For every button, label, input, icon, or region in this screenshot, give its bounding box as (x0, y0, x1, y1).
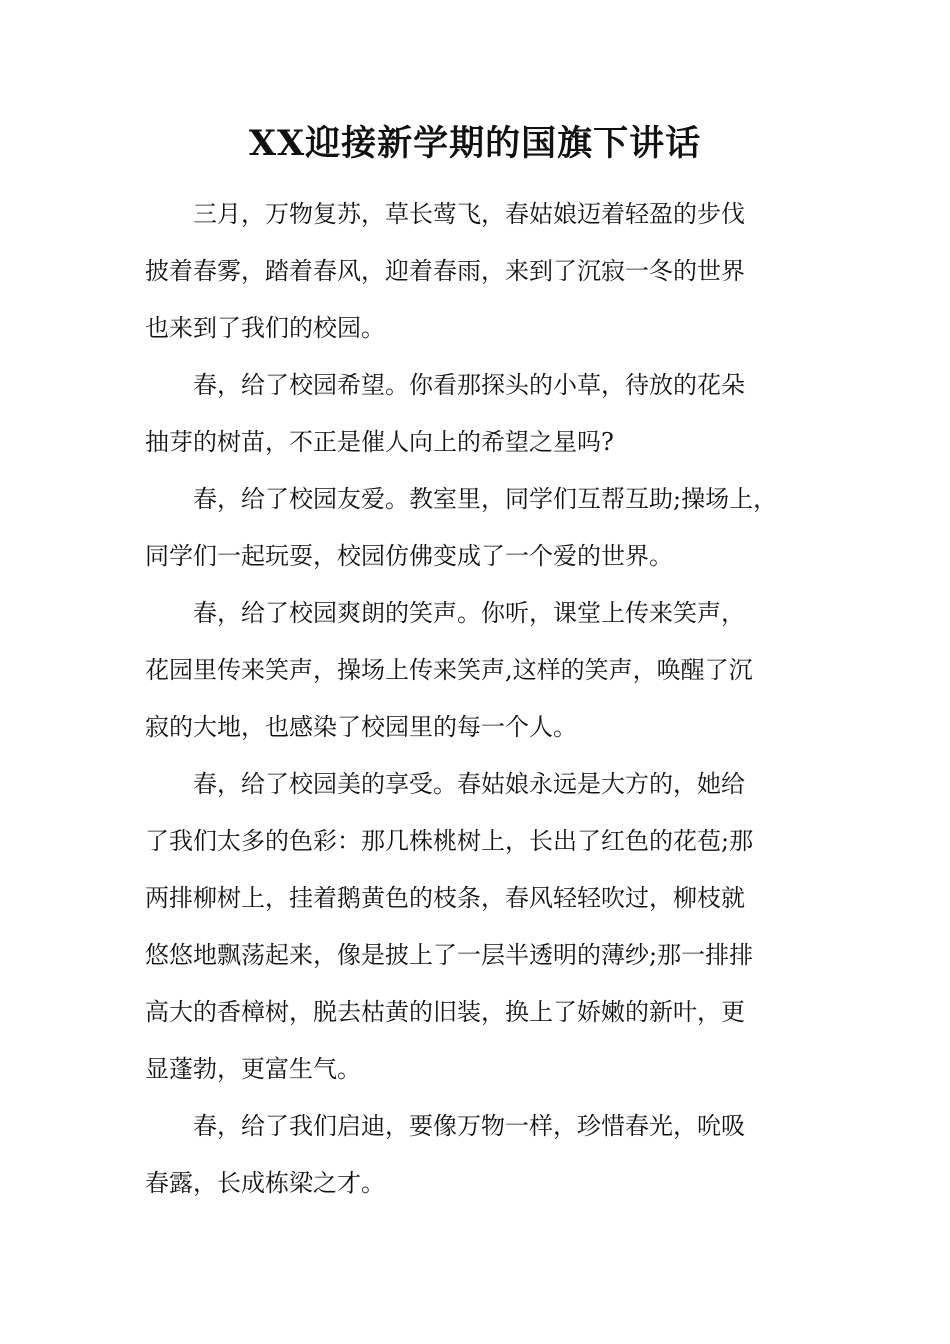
text-line: 春，给了校园爽朗的笑声。你听，课堂上传来笑声， (145, 599, 745, 627)
text-line: 春露，长成栋梁之才。 (145, 1169, 385, 1197)
text-line: 披着春雾，踏着春风，迎着春雨，来到了沉寂一冬的世界 (145, 257, 745, 285)
document-title: XX迎接新学期的国旗下讲话 (248, 123, 702, 164)
text-line: 抽芽的树苗，不正是催人向上的希望之星吗? (145, 428, 614, 456)
text-line: 高大的香樟树，脱去枯黄的旧装，换上了娇嫩的新叶，更 (145, 998, 745, 1026)
text-line: 春，给了校园友爱。教室里，同学们互帮互助;操场上， (145, 485, 778, 513)
text-line: 春，给了我们启迪，要像万物一样，珍惜春光，吮吸 (145, 1112, 745, 1140)
text-line: 悠悠地飘荡起来，像是披上了一层半透明的薄纱;那一排排 (145, 941, 754, 969)
text-line: 三月，万物复苏，草长莺飞，春姑娘迈着轻盈的步伐 (145, 200, 745, 228)
text-line: 春，给了校园希望。你看那探头的小草，待放的花朵 (145, 371, 745, 399)
text-line: 两排柳树上，挂着鹅黄色的枝条，春风轻轻吹过，柳枝就 (145, 884, 745, 912)
text-line: 也来到了我们的校园。 (145, 314, 385, 342)
text-line: 了我们太多的色彩：那几株桃树上，长出了红色的花苞;那 (145, 827, 754, 855)
text-line: 同学们一起玩耍，校园仿佛变成了一个爱的世界。 (145, 542, 673, 570)
text-line: 花园里传来笑声，操场上传来笑声,这样的笑声，唤醒了沉 (145, 656, 753, 684)
text-line: 春，给了校园美的享受。春姑娘永远是大方的，她给 (145, 770, 745, 798)
text-line: 寂的大地，也感染了校园里的每一个人。 (145, 713, 577, 741)
text-line: 显蓬勃，更富生气。 (145, 1055, 361, 1083)
